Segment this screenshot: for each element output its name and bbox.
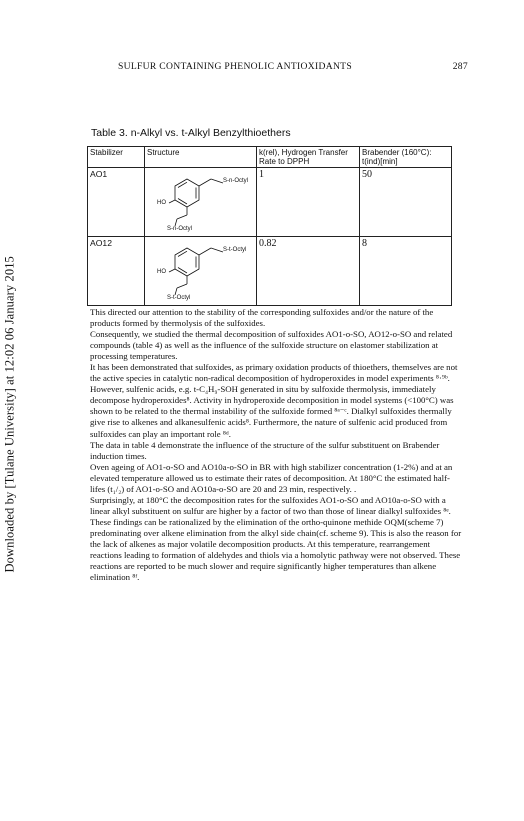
page-number: 287	[452, 61, 468, 72]
brabender-cell: 50	[360, 168, 452, 237]
paragraph: The data in table 4 demonstrate the influence of the structure of the sulfur substituent on Brabender induction times.	[90, 439, 440, 461]
thioether-label-2: S-t-Octyl	[167, 295, 191, 301]
paragraph: Surprisingly, at 180°C the decomposition rates for the sulfoxides AO1-o-SO and AO10a-o-SO with a linear alkyl substituent on sulfur are higher by a factor of two than those of linear dialkyl sulfoxides ⁸ᵉ. These findings can be rationalized by the elimination of the ortho-quinone methide OQM(scheme 7) predominating over alkene elimination from the alkyl side chain(cf. scheme 9). This is also the reason for the lack of alkenes as major volatile decomposition products. At this temperature, rearrangement reactions leading to formation of aldehydes and thiols via a homolytic pathway were not observed. These reactions are reported to be much slower and require significantly higher temperatures than alkene elimination ⁸ᶠ.	[90, 494, 462, 583]
running-head	[118, 61, 468, 72]
stabilizer-cell: AO1	[88, 168, 145, 237]
column-header-structure: Structure	[145, 147, 257, 168]
hydroxy-label: HO	[157, 269, 166, 275]
k-rel-cell: 0.82	[257, 237, 360, 306]
data-table	[87, 146, 452, 306]
paragraph: This directed our attention to the stability of the corresponding sulfoxides and/or the nature of the products formed by thermolysis of the sulfoxides.	[90, 307, 434, 329]
body-text	[90, 307, 462, 583]
column-header-k-rel: k(rel), Hydrogen Transfer Rate to DPPH	[257, 147, 360, 168]
stabilizer-cell: AO12	[88, 237, 145, 306]
brabender-cell: 8	[360, 237, 452, 306]
table-row	[88, 168, 452, 237]
download-watermark: Downloaded by [Tulane University] at 12:02 06 January 2015	[2, 256, 17, 573]
column-header-stabilizer: Stabilizer	[88, 147, 145, 168]
running-head-title: SULFUR CONTAINING PHENOLIC ANTIOXIDANTS	[118, 61, 352, 72]
thioether-label-2: S-n-Octyl	[167, 226, 193, 232]
structure-cell	[145, 237, 257, 306]
table-row	[88, 237, 452, 306]
paragraph: It has been demonstrated that sulfoxides, as primary oxidation products of thioethers, themselves are not the active species in catalytic non-radical decomposition of hydroperoxides in model experiments ⁸·⁹ᵇ. However, sulfenic acids, e.g. t-C₄H₉-SOH generated in situ by sulfoxide thermolysis, immediately decompose hydroperoxides⁸. Activity in hydroperoxide decomposition in model systems (<100°C) was shown to be related to the thermal instability of the sulfoxide formed ⁸ᵃ⁻ᶜ. Dialkyl sulfoxides thermally give rise to alkenes and alkanesulfenic acids⁸. Furthermore, the nature of sulfenic acid produced from sulfoxides can play an important role ⁸ᵈ.	[90, 362, 458, 439]
k-rel-cell: 1	[257, 168, 360, 237]
column-header-brabender: Brabender (160°C): t(ind)[min]	[360, 147, 452, 168]
chemical-structure	[147, 238, 254, 304]
table-header-row	[88, 147, 452, 168]
paragraph: Oven ageing of AO1-o-SO and AO10a-o-SO in BR with high stabilizer concentration (1-2%) and at an elevated temperature allowed us to estimate their rates of decomposition. At 180°C the estimated half-lifes (t₁/₂) of AO1-o-SO and AO10a-o-SO are 20 and 23 min, respectively. .	[90, 461, 453, 494]
thioether-label-1: S-t-Octyl	[223, 247, 247, 253]
table-caption: Table 3. n-Alkyl vs. t-Alkyl Benzylthioethers	[91, 127, 291, 139]
structure-cell	[145, 168, 257, 237]
thioether-label-1: S-n-Octyl	[223, 178, 249, 184]
chemical-structure	[147, 169, 254, 235]
hydroxy-label: HO	[157, 200, 166, 206]
paragraph: Consequently, we studied the thermal decomposition of sulfoxides AO1-o-SO, AO12-o-SO and related compounds (table 4) as well as the influence of the sulfoxide structure on elastomer stabilization at processing temperatures.	[90, 329, 453, 362]
